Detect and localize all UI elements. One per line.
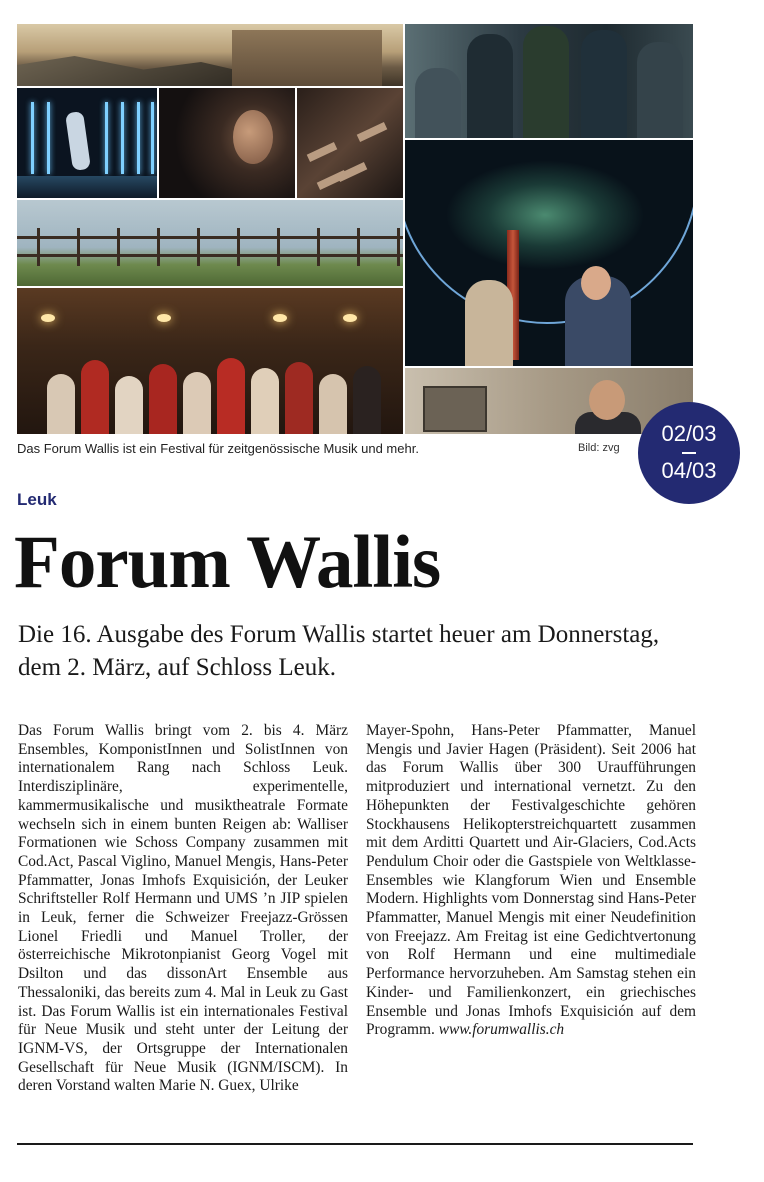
photo-choir [17, 288, 403, 434]
date-separator [682, 452, 696, 454]
photo-collage [17, 24, 693, 434]
article-lead: Die 16. Ausgabe des Forum Wallis startet heuer am Donnerstag, dem 2. März, auf Schloss Leuk. [18, 621, 660, 681]
photo-caption: Das Forum Wallis ist ein Festival für zeitgenössische Musik und mehr. [17, 441, 419, 456]
photo-audience [405, 24, 693, 138]
photo-castle-landscape [17, 24, 403, 86]
article-body-right-text: Mayer-Spohn, Hans-Peter Pfammatter, Manuel Mengis und Javier Hagen (Präsident). Seit 2006 hat das Forum Wallis über 300 Uraufführungen mitproduziert und international vernetzt. Zu den Höhepunkten der Festivalgeschichte gehören Stockhausens Helikopterstreichquartett zusammen mit dem Arditti Quartett und Air-Glaciers, Cod.Acts Pendulum Choir oder die Gastspiele von Weltklasse-Ensembles wie Klangforum Wien und Ensemble Modern. Highlights vom Donnerstag sind Hans-Peter Pfammatter, Manuel Mengis mit einer Neudefinition von Freejazz. Am Freitag ist eine Gedichtvertonung von Rolf Hermann und eine multimediale Performance hervorzuheben. Am Samstag stehen ein Kinder- und Familienkonzert, ein griechisches Ensemble und Jonas Imhofs Exquisición auf dem Programm. [366, 722, 696, 1039]
date-end: 04/03 [661, 458, 717, 483]
article-url[interactable]: www.forumwallis.ch [438, 1021, 565, 1039]
photo-musician-portrait [159, 88, 295, 198]
article-title: Forum Wallis [14, 521, 441, 604]
article-body-left: Das Forum Wallis bringt vom 2. bis 4. März Ensembles, KomponistInnen und SolistInnen von internationalem Rang nach Schloss Leuk. Interdisziplinäre, experimentelle, kammermusikalische und musiktheatrale Formate wechseln sich in einem bunten Reigen ab: Walliser Formationen wie Schoss Company zusammen mit Cod.Act, Pascal Viglino, Manuel Mengis, Hans-Peter Pfammatter, Jonas Imhofs Exquisición, der Leuker Schriftsteller Rolf Hermann und UMS ’n JIP spielen in Leuk, ferner die Schweizer Freejazz-Grössen Lionel Friedli und Manuel Troller, der österreichische Mikrotonpianist Georg Vogel mit Dsilton und das dissonArt Ensemble aus Thessaloniki, das bereits zum 4. Mal in Leuk zu Gast ist. Das Forum Wallis ist ein internationales Festival für Neue Musik und steht unter der Leitung der IGNM-VS, der Ortsgruppe der Internationalen Gesellschaft für Neue Musik (IGNM/ISCM). In deren Vorstand walten Marie N. Guex, Ulrike [18, 722, 348, 1095]
article-body-right [366, 722, 696, 1040]
photo-stage-performance [405, 140, 693, 366]
bottom-rule [17, 1143, 693, 1145]
photo-instruments [297, 88, 403, 198]
date-start: 02/03 [661, 421, 717, 446]
photo-dancer [17, 88, 157, 198]
photo-fence-performers [17, 200, 403, 286]
article-kicker: Leuk [17, 490, 57, 509]
photo-credit: Bild: zvg [578, 442, 620, 454]
date-badge [638, 402, 740, 504]
